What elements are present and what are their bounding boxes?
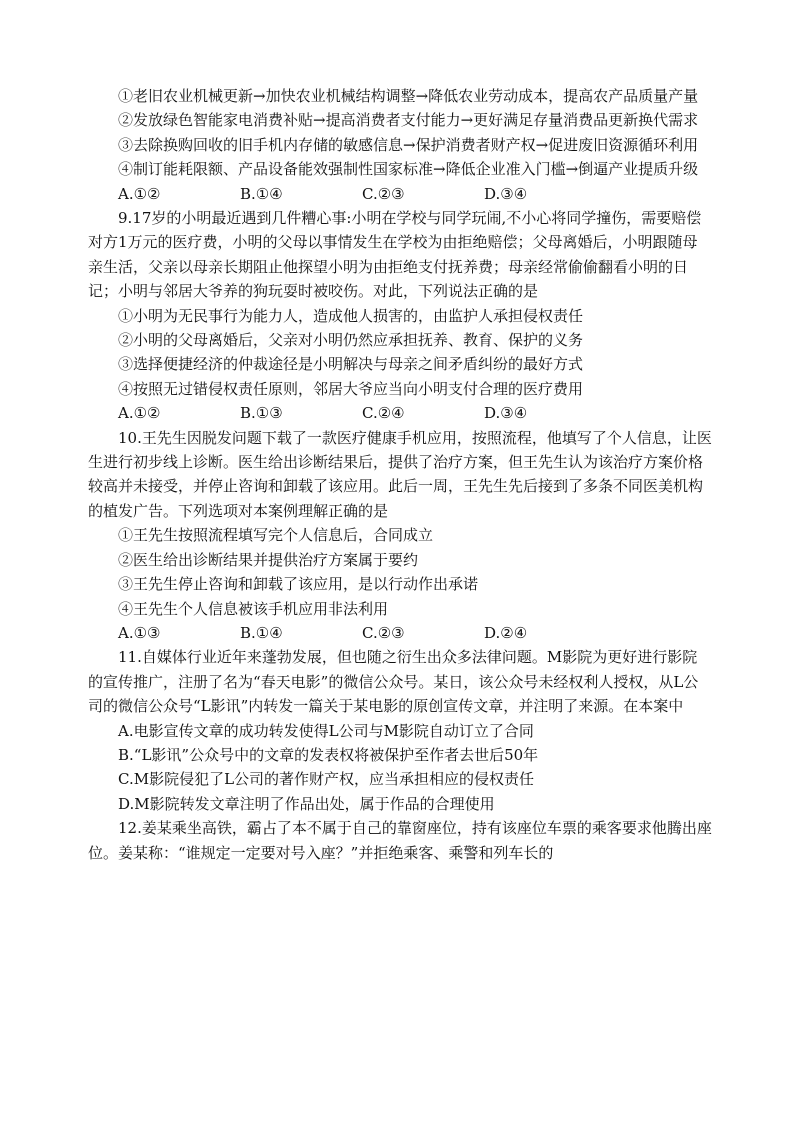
- q10-item-4: ④王先生个人信息被该手机应用非法利用: [118, 599, 389, 618]
- q10-item-2: ②医生给出诊断结果并提供治疗方案属于要约: [118, 550, 419, 569]
- q8-option-d: D.③④: [484, 184, 528, 203]
- q9-stem: 9.17岁的小明最近遇到几件糟心事:小明在学校与同学玩闹,不小心将同学撞伤，需要赔偿对方1万元的医疗费，小明的父母以事情发生在学校为由拒绝赔偿；父母离婚后，小明跟随母亲生活，父亲以母亲长期阻止他探望小明为由拒绝支付抚养费；母亲经常偷偷翻看小明的日记；小明与邻居大爷养的狗玩耍时被咬伤。对此，下列说法正确的是: [88, 209, 702, 301]
- q9-option-a: A.①②: [118, 404, 161, 423]
- q8-option-b: B.①④: [240, 184, 283, 203]
- q8-options: [88, 182, 712, 206]
- q11-option-a: A.电影宣传文章的成功转发使得L公司与M影院自动订立了合同: [118, 721, 534, 740]
- q8-item-3: ③去除换购回收的旧手机内存储的敏感信息→保护消费者财产权→促进废旧资源循环利用: [118, 135, 699, 154]
- q12-stem: 12.姜某乘坐高铁，霸占了本不属于自己的靠窗座位，持有该座位车票的乘客要求他腾出座位。姜某称：“谁规定一定要对号入座？”并拒绝乘客、乘警和列车长的: [88, 819, 712, 862]
- q10-options: [88, 621, 712, 645]
- q10-option-a: A.①③: [118, 623, 161, 642]
- q11-option-b: B.“L影讯”公众号中的文章的发表权将被保护至作者去世后50年: [118, 745, 539, 764]
- q8-item-4: ④制订能耗限额、产品设备能效强制性国家标准→降低企业准入门槛→倒逼产业提质升级: [118, 160, 699, 179]
- q10-option-c: C.②③: [362, 623, 405, 642]
- q10-option-d: D.②④: [484, 623, 528, 642]
- q10-item-1: ①王先生按照流程填写完个人信息后，合同成立: [118, 526, 434, 545]
- q10-stem: 10.王先生因脱发问题下载了一款医疗健康手机应用，按照流程，他填写了个人信息，让医生进行初步线上诊断。医生给出诊断结果后，提供了治疗方案，但王先生认为该治疗方案价格较高并未接受，并停止咨询和卸载了该应用。此后一周，王先生先后接到了多条不同医美机构的植发广告。下列选项对本案例理解正确的是: [88, 428, 712, 520]
- q9-options: [88, 401, 712, 425]
- q10-item-3: ③王先生停止咨询和卸载了该应用，是以行动作出承诺: [118, 575, 479, 594]
- q8-option-c: C.②③: [362, 184, 405, 203]
- q11-option-d: D.M影院转发文章注明了作品出处，属于作品的合理使用: [118, 794, 495, 813]
- q9-item-4: ④按照无过错侵权责任原则，邻居大爷应当向小明支付合理的医疗费用: [118, 379, 584, 398]
- q8-item-1: ①老旧农业机械更新→加快农业机械结构调整→降低农业劳动成本，提高农产品质量产量: [118, 87, 699, 105]
- q11-stem: 11.自媒体行业近年来蓬勃发展，但也随之衍生出众多法律问题。M影院为更好进行影院的宣传推广，注册了名为“春天电影”的微信公众号。某日，该公众号未经权利人授权，从L公司的微信公众号“L影讯”内转发一篇关于某电影的原创宣传文章，并注明了来源。在本案中: [88, 648, 699, 716]
- q8-option-a: A.①②: [118, 184, 161, 203]
- q9-option-c: C.②④: [362, 404, 405, 423]
- q9-item-3: ③选择便捷经济的仲裁途径是小明解决与母亲之间矛盾纠纷的最好方式: [118, 355, 584, 374]
- q9-option-b: B.①③: [240, 404, 283, 423]
- q9-item-2: ②小明的父母离婚后，父亲对小明仍然应承担抚养、教育、保护的义务: [118, 331, 584, 350]
- q11-option-c: C.M影院侵犯了L公司的著作财产权，应当承担相应的侵权责任: [118, 770, 535, 789]
- question-content: [88, 84, 712, 865]
- q9-item-1: ①小明为无民事行为能力人，造成他人损害的，由监护人承担侵权责任: [118, 306, 584, 325]
- q8-item-2: ②发放绿色智能家电消费补贴→提高消费者支付能力→更好满足存量消费品更新换代需求: [118, 111, 699, 130]
- q9-option-d: D.③④: [484, 404, 528, 423]
- q10-option-b: B.①④: [240, 623, 283, 642]
